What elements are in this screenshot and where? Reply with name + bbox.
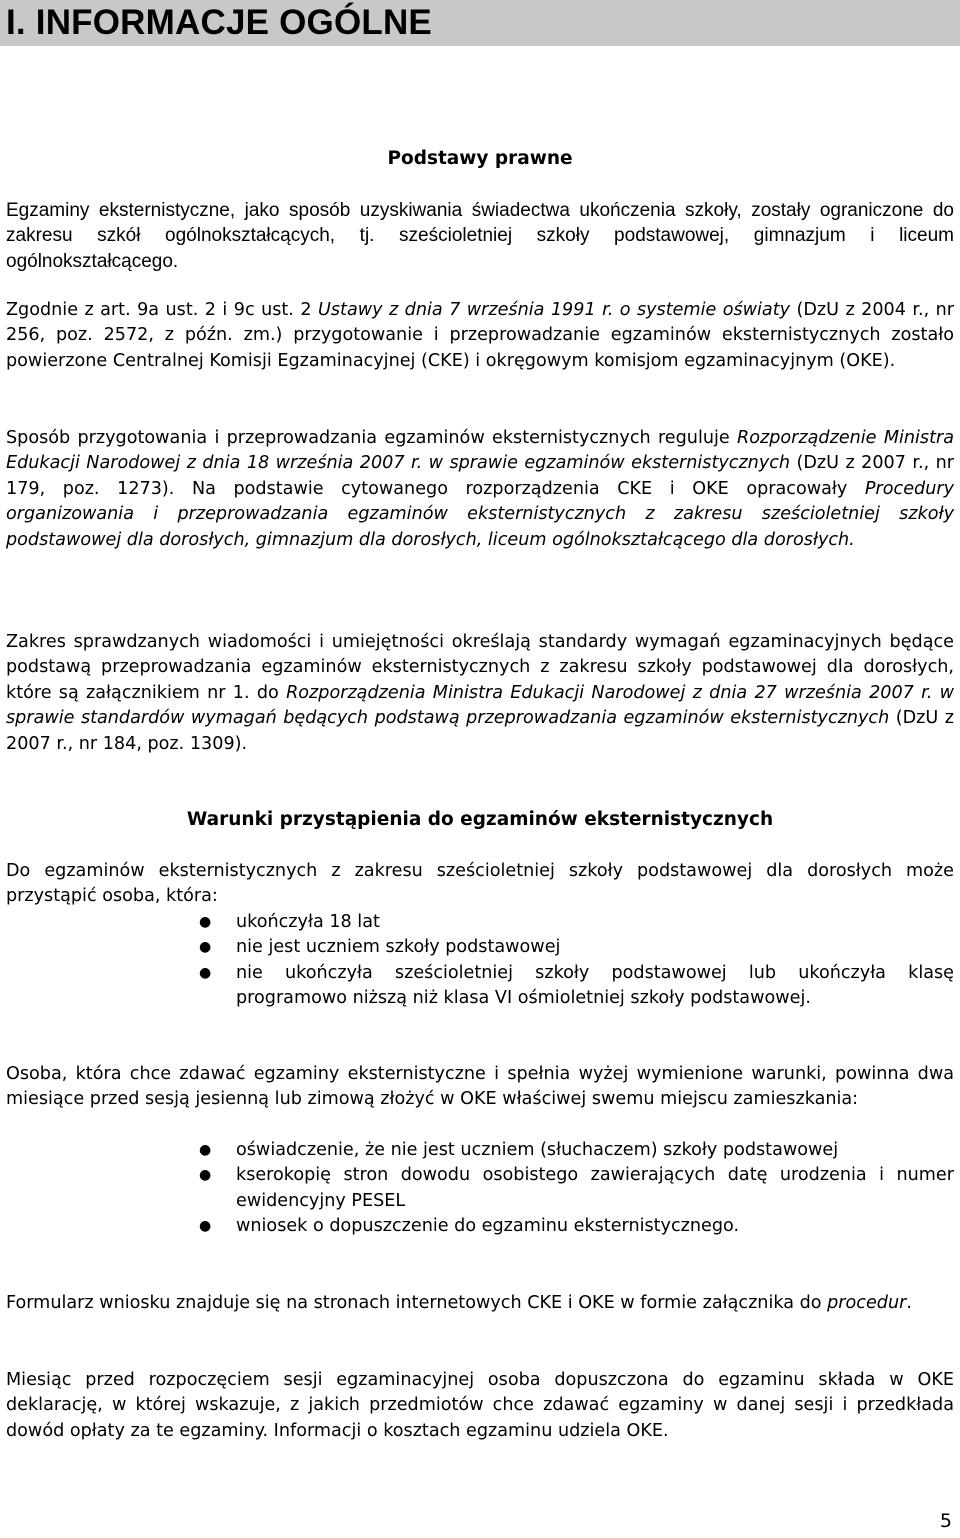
page-title: I. INFORMACJE OGÓLNE bbox=[6, 3, 432, 42]
bullet-icon: ● bbox=[199, 1142, 212, 1158]
paragraph-exam-scope: Egzaminy eksternistyczne, jako sposób uzyskiwania świadectwa ukończenia szkoły, zostały ograniczone do zakresu szkół ogólnokształcących, tj. sześcioletniej szkoły podstawowej, gimnazjum i liceum ogólnokształcącego. bbox=[6, 200, 954, 272]
page-number: 5 bbox=[939, 1510, 952, 1532]
paragraph-submission: Osoba, która chce zdawać egzaminy eksternistyczne i spełnia wyżej wymienione warunki, powinna dwa miesiące przed sesją jesienną lub zimową złożyć w OKE właściwej swemu miejscu zamieszkania: bbox=[6, 1064, 954, 1110]
bullet-icon: ● bbox=[199, 914, 212, 930]
list-item: ● oświadczenie, że nie jest uczniem (słuchaczem) szkoły podstawowej bbox=[236, 1138, 954, 1163]
bullet-icon: ● bbox=[199, 1218, 212, 1235]
heading-legal-basis: Podstawy prawne bbox=[387, 148, 573, 169]
paragraph-eligibility: Do egzaminów eksternistycznych z zakresu sześcioletniej szkoły podstawowej dla dorosłych może przystąpić osoba, która: bbox=[6, 861, 954, 907]
list-item: ● kserokopię stron dowodu osobistego zawierających datę urodzenia i numer ewidencyjny PESEL bbox=[199, 1165, 954, 1211]
heading-conditions: Warunki przystąpienia do egzaminów eksternistycznych bbox=[186, 809, 774, 830]
list-item: ● nie ukończyła sześcioletniej szkoły podstawowej lub ukończyła klasę programowo niższą niż klasa VI ośmioletniej szkoły podstawowej. bbox=[199, 962, 954, 1009]
bullet-icon: ● bbox=[199, 1167, 212, 1184]
paragraph-standards: Zakres sprawdzanych wiadomości i umiejętności określają standardy wymagań egzaminacyjnych będące podstawą przeprowadzania egzaminów eksternistycznych z zakresu szkoły podstawowej dla dorosłych, które są załącznikiem nr 1. do Rozporządzenia Ministra Edukacji Narodowej z dnia 27 września 2007 r. w sprawie standardów wymagań będących podstawą przeprowadzania egzaminów eksternistycznych (DzU z 2007 r., nr 184, poz. 1309). bbox=[6, 632, 955, 754]
list-item: ● wniosek o dopuszczenie do egzaminu eksternistycznego. bbox=[236, 1214, 954, 1239]
list-item: ● nie jest uczniem szkoły podstawowej bbox=[236, 935, 954, 960]
paragraph-declaration: Miesiąc przed rozpoczęciem sesji egzaminacyjnej osoba dopuszczona do egzaminu składa w OKE deklarację, w której wskazuje, z jakich przedmiotów chce zdawać egzaminy w danej sesji i przedkłada dowód opłaty za te egzaminy. Informacji o kosztach egzaminu udziela OKE. bbox=[6, 1370, 954, 1441]
documents-list bbox=[199, 1138, 954, 1240]
paragraph-application-form: Formularz wniosku znajduje się na stronach internetowych CKE i OKE w formie załącznika do procedur. bbox=[6, 1293, 912, 1313]
bullet-icon: ● bbox=[199, 964, 212, 981]
bullet-icon: ● bbox=[199, 939, 212, 956]
section-header-bar bbox=[0, 0, 960, 46]
paragraph-act-reference: Zgodnie z art. 9a ust. 2 i 9c ust. 2 Ustawy z dnia 7 września 1991 r. o systemie oświaty (DzU z 2004 r., nr 256, poz. 2572, z późn. zm.) przygotowanie i przeprowadzanie egzaminów eksternistycznych zostało powierzone Centralnej Komisji Egzaminacyjnej (CKE) i okręgowym komisjom egzaminacyjnym (OKE). bbox=[6, 300, 955, 371]
paragraph-regulation-reference: Sposób przygotowania i przeprowadzania egzaminów eksternistycznych reguluje Rozporządzenie Ministra Edukacji Narodowej z dnia 18 września 2007 r. w sprawie egzaminów eksternistycznych (DzU z 2007 r., nr 179, poz. 1273). Na podstawie cytowanego rozporządzenia CKE i OKE opracowały Procedury organizowania i przeprowadzania egzaminów eksternistycznych z zakresu sześcioletniej szkoły podstawowej dla dorosłych, gimnazjum dla dorosłych, liceum ogólnokształcącego dla dorosłych. bbox=[6, 428, 955, 550]
eligibility-list bbox=[199, 910, 954, 1012]
list-item: ● ukończyła 18 lat bbox=[236, 910, 954, 935]
